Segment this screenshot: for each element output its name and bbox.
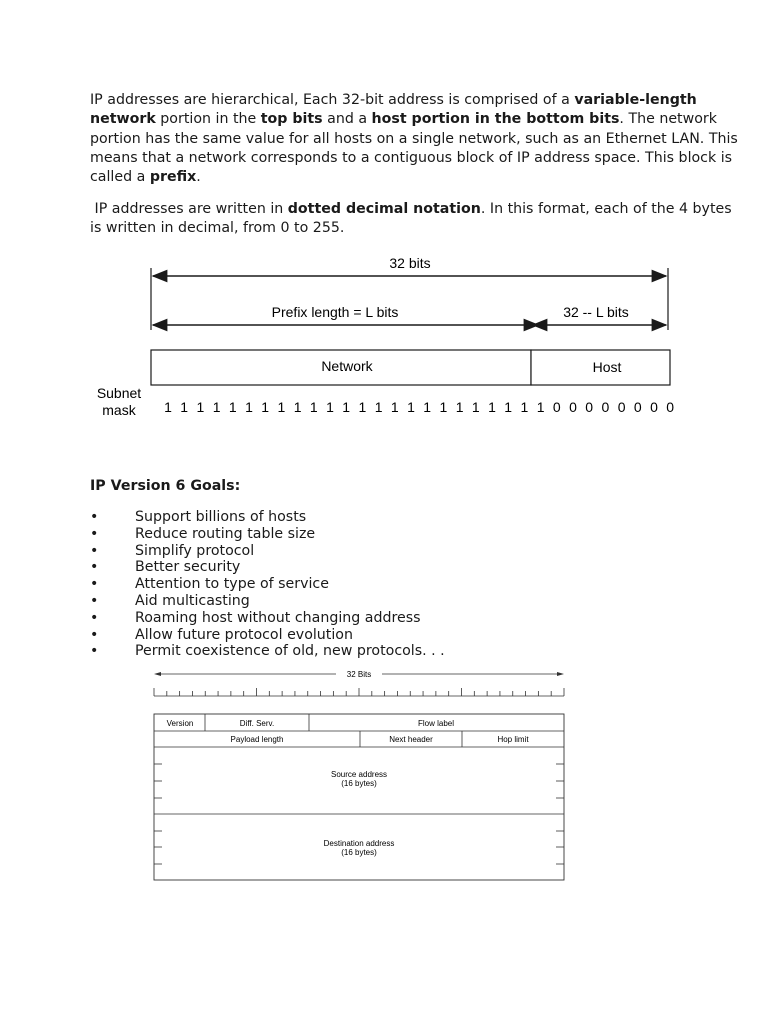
bullet: • — [90, 626, 99, 643]
p1-bold-1: variable-length network — [90, 92, 697, 128]
bullet: • — [90, 643, 99, 660]
mask-bit: 0 — [569, 399, 577, 415]
prefix-diagram — [90, 252, 690, 422]
p2-bold-1: dotted decimal notation — [287, 201, 481, 217]
goal-text: Better security — [135, 559, 241, 576]
subnet-mask-label-line2: mask — [102, 402, 136, 418]
p1-text-1: IP addresses are hierarchical, Each 32-bit address is comprised of a — [90, 92, 575, 108]
p1-bold-3: host portion in the bottom bits — [371, 111, 620, 128]
mask-bit: 1 — [342, 399, 351, 415]
mask-bit: 0 — [666, 399, 675, 415]
mask-bit: 1 — [374, 399, 383, 415]
width-arrowhead-right — [557, 672, 564, 676]
list-item — [90, 643, 445, 660]
host-label: Host — [592, 359, 622, 375]
width-label: 32 Bits — [346, 670, 372, 679]
mask-bit: 1 — [488, 399, 496, 415]
diffserv-field: Diff. Serv. — [239, 719, 275, 728]
goal-text: Allow future protocol evolution — [135, 626, 353, 643]
list-item — [90, 593, 445, 610]
ipv6-goals-heading: IP Version 6 Goals: — [90, 478, 241, 494]
dotted-decimal-paragraph — [90, 200, 740, 239]
bullet: • — [90, 592, 99, 609]
mask-bit: 1 — [536, 399, 545, 415]
mask-bit: 1 — [520, 399, 529, 415]
mask-bit: 1 — [439, 399, 448, 415]
bullet: • — [90, 542, 99, 559]
width-arrowhead-left — [154, 672, 161, 676]
network-label: Network — [321, 358, 373, 374]
p1-text-2: portion in the — [155, 111, 261, 128]
mask-bit: 0 — [552, 399, 561, 415]
bullet: • — [90, 509, 99, 525]
mask-bit: 1 — [309, 399, 318, 415]
flow-label-field: Flow label — [417, 719, 455, 728]
p2-text-1: IP addresses are written in — [90, 201, 288, 217]
goal-text: Support billions of hosts — [135, 509, 307, 525]
payload-length-field: Payload length — [230, 735, 284, 744]
p1-text-3: and a — [322, 111, 372, 128]
hop-limit-field: Hop limit — [497, 735, 529, 744]
mask-bit: 0 — [633, 399, 642, 415]
subnet-mask-bits — [164, 399, 674, 415]
mask-bit: 1 — [212, 399, 221, 415]
destination-address-label: Destination address — [323, 839, 395, 848]
intro-paragraph — [90, 91, 740, 187]
version-field: Version — [166, 719, 194, 728]
p1-bold-4: prefix — [149, 169, 197, 186]
goal-text: Reduce routing table size — [135, 525, 316, 542]
list-item — [90, 559, 445, 576]
goal-text: Attention to type of service — [135, 576, 329, 593]
mask-bit: 1 — [164, 399, 172, 415]
mask-bit: 1 — [228, 399, 237, 415]
mask-bit: 0 — [601, 399, 610, 415]
list-item — [90, 526, 445, 543]
mask-bit: 1 — [293, 399, 302, 415]
prefix-length-label: Prefix length = L bits — [271, 304, 399, 320]
list-item — [90, 576, 445, 593]
destination-address-size: (16 bytes) — [341, 848, 377, 857]
ipv6-goals-list — [90, 509, 445, 660]
bullet: • — [90, 609, 99, 626]
mask-bit: 1 — [471, 399, 480, 415]
goal-text: Simplify protocol — [135, 542, 255, 559]
mask-bit: 1 — [358, 399, 367, 415]
mask-bit: 1 — [180, 399, 189, 415]
mask-bit: 0 — [585, 399, 594, 415]
mask-bit: 1 — [407, 399, 415, 415]
mask-bit: 1 — [455, 399, 464, 415]
mask-bit: 0 — [650, 399, 658, 415]
subnet-mask-label-line1: Subnet — [96, 385, 142, 401]
goal-text: Roaming host without changing address — [135, 609, 421, 626]
p2-text-2: . In this format, each of the 4 bytes is written in decimal, from 0 to 255. — [90, 201, 732, 237]
mask-bit: 1 — [390, 399, 399, 415]
list-item — [90, 543, 445, 560]
source-address-size: (16 bytes) — [341, 779, 377, 788]
mask-bit: 1 — [277, 399, 286, 415]
ipv6-header-diagram — [150, 666, 570, 888]
bullet: • — [90, 576, 99, 593]
goal-text: Permit coexistence of old, new protocols. . . — [135, 643, 445, 660]
mask-bit: 1 — [196, 399, 205, 415]
list-item — [90, 509, 445, 526]
mask-bit: 1 — [245, 399, 253, 415]
list-item — [90, 627, 445, 644]
mask-bit: 0 — [617, 399, 626, 415]
bullet: • — [90, 559, 99, 576]
mask-bit: 1 — [261, 399, 270, 415]
bullet: • — [90, 525, 99, 542]
source-address-label: Source address — [330, 770, 388, 779]
list-item — [90, 610, 445, 627]
p1-text-4: . The network portion has the same value for all hosts on a single network, such as an Ethernet LAN. This means that a network corresponds to a contiguous block of IP address space. This block is called a — [90, 111, 738, 186]
p1-text-5: . — [196, 169, 201, 186]
mask-bit: 1 — [326, 399, 334, 415]
next-header-field: Next header — [389, 735, 433, 744]
goal-text: Aid multicasting — [135, 592, 250, 609]
host-bits-label: 32 -- L bits — [563, 304, 629, 320]
bit-ruler-ticks — [154, 688, 564, 696]
p1-bold-2: top bits — [260, 111, 323, 128]
total-bits-label: 32 bits — [389, 255, 431, 271]
mask-bit: 1 — [423, 399, 432, 415]
mask-bit: 1 — [504, 399, 513, 415]
